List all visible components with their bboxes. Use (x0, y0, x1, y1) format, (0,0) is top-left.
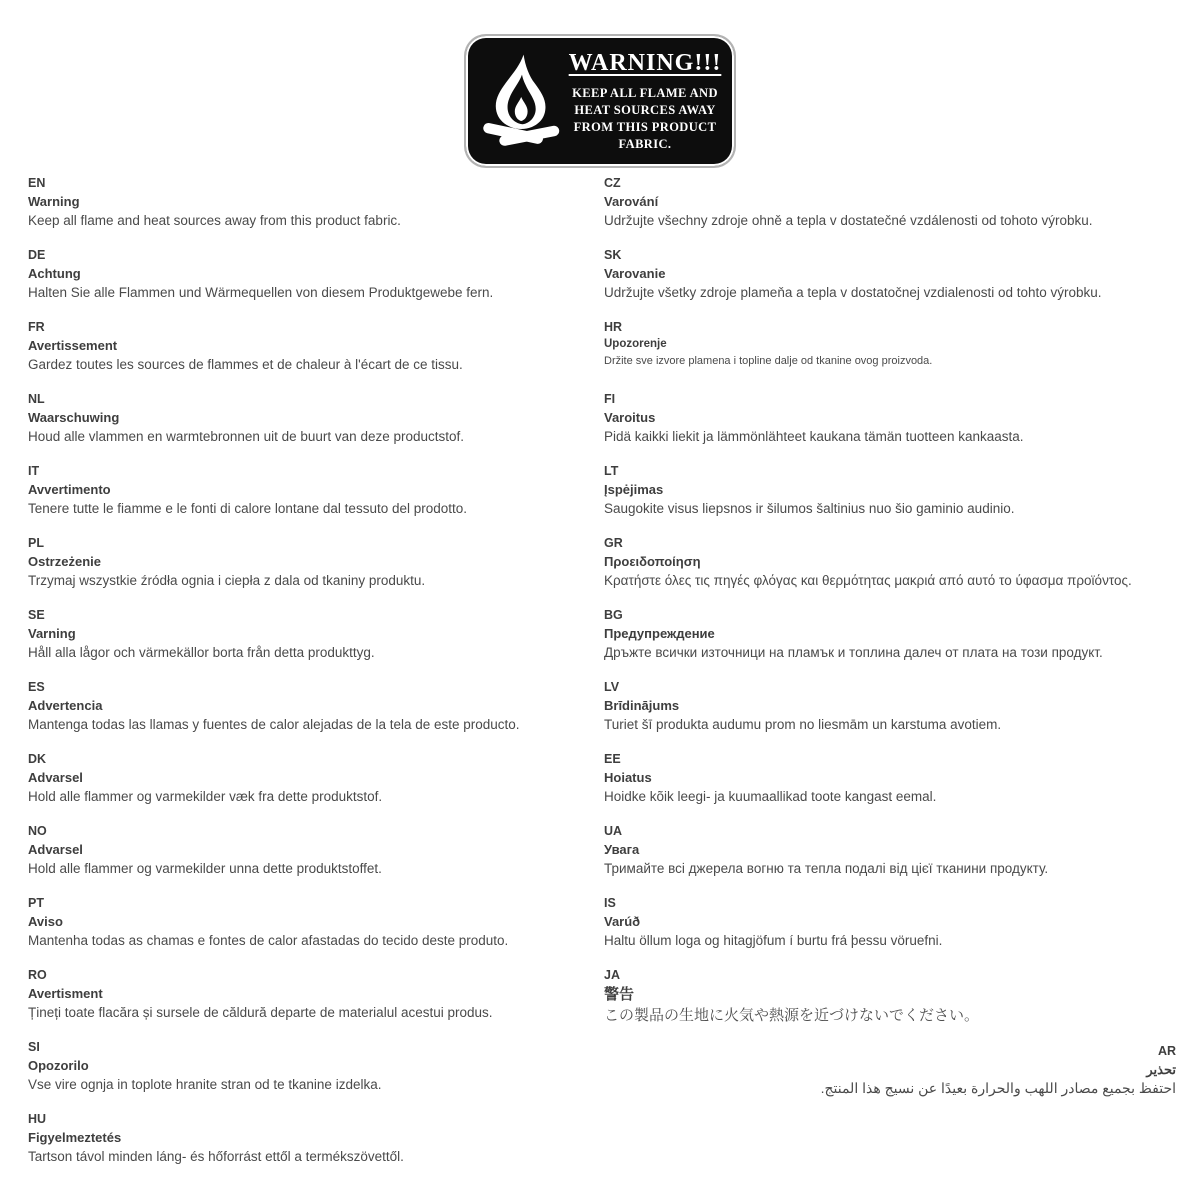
lang-title: Предупреждение (604, 626, 715, 641)
lang-block-nl (28, 390, 573, 462)
lang-title: Увага (604, 842, 640, 857)
lang-text: Tartson távol minden láng- és hőforrást ettől a termékszövettől. (28, 1149, 404, 1164)
lang-code: FR (28, 320, 45, 334)
lang-block-lt (604, 462, 1176, 534)
lang-title: Varování (604, 194, 659, 209)
lang-code: EN (28, 176, 46, 190)
lang-block-ua (604, 822, 1176, 894)
lang-text: Тримайте всі джерела вогню та тепла подалі від цієї тканини продукту. (604, 861, 1049, 876)
lang-block-ja (604, 966, 1176, 1042)
lang-text: Držite sve izvore plamena i topline dalje od tkanine ovog proizvoda. (604, 355, 933, 367)
lang-block-si (28, 1038, 573, 1110)
lang-title: Waarschuwing (28, 410, 120, 425)
lang-text: Vse vire ognja in toplote hranite stran od te tkanine izdelka. (28, 1077, 382, 1092)
lang-code: JA (604, 968, 620, 982)
lang-text: Hold alle flammer og varmekilder unna dette produktstoffet. (28, 861, 382, 876)
lang-title: Upozorenje (604, 338, 667, 350)
lang-block-es (28, 678, 573, 750)
lang-title: Προειδοποίηση (604, 554, 701, 569)
lang-block-bg (604, 606, 1176, 678)
lang-title: Aviso (28, 914, 63, 929)
language-column-right (604, 174, 1176, 1114)
lang-text: Håll alla lågor och värmekällor borta från detta produkttyg. (28, 645, 375, 660)
badge-line: FABRIC. (618, 136, 672, 151)
warning-badge (466, 36, 734, 166)
lang-title: Advarsel (28, 770, 83, 785)
lang-text: Trzymaj wszystkie źródła ognia i ciepła z dala od tkaniny produktu. (28, 573, 426, 588)
lang-text: Saugokite visus liepsnos ir šilumos šaltinius nuo šio gaminio audinio. (604, 501, 1015, 516)
badge-text (566, 50, 724, 153)
lang-text: احتفظ بجميع مصادر اللهب والحرارة بعيدًا عن نسيج هذا المنتج. (820, 1080, 1176, 1096)
lang-text: Дръжте всички източници на пламък и топлина далеч от плата на този продукт. (604, 645, 1103, 660)
campfire-icon (478, 48, 566, 154)
lang-title: 警告 (604, 986, 635, 1003)
lang-block-lv (604, 678, 1176, 750)
lang-block-hr (604, 318, 1176, 390)
lang-title: Varovanie (604, 266, 666, 281)
lang-text: Udržujte všechny zdroje ohně a tepla v dostatečné vzdálenosti od tohoto výrobku. (604, 213, 1093, 228)
lang-code: HU (28, 1112, 47, 1126)
lang-title: Hoiatus (604, 770, 652, 785)
lang-code: AR (1157, 1044, 1176, 1058)
lang-block-gr (604, 534, 1176, 606)
lang-text: Udržujte všetky zdroje plameňa a tepla v dostatočnej vzdialenosti od tohto výrobku. (604, 285, 1102, 300)
lang-title: Avertisment (28, 986, 103, 1001)
lang-block-it (28, 462, 573, 534)
lang-block-se (28, 606, 573, 678)
lang-text: Pidä kaikki liekit ja lämmönlähteet kaukana tämän tuotteen kankaasta. (604, 429, 1024, 444)
lang-code: NL (28, 392, 45, 406)
lang-block-ar (604, 1042, 1176, 1114)
lang-text: Keep all flame and heat sources away from this product fabric. (28, 213, 401, 228)
badge-line: FROM THIS PRODUCT (573, 119, 717, 134)
lang-title: Advarsel (28, 842, 83, 857)
lang-title: Warning (28, 194, 80, 209)
lang-title: Figyelmeztetés (28, 1130, 122, 1145)
lang-block-fr (28, 318, 573, 390)
lang-text: Κρατήστε όλες τις πηγές φλόγας και θερμότητας μακριά από αυτό το ύφασμα προϊόντος. (604, 573, 1132, 588)
lang-text: Halten Sie alle Flammen und Wärmequellen von diesem Produktgewebe fern. (28, 285, 494, 300)
lang-title: Brīdinājums (604, 698, 680, 713)
lang-block-no (28, 822, 573, 894)
lang-title: Įspėjimas (604, 482, 664, 497)
lang-text: この製品の生地に火気や熱源を近づけないでください。 (604, 1007, 980, 1024)
lang-text: Hold alle flammer og varmekilder væk fra dette produktstof. (28, 789, 383, 804)
lang-code: SK (604, 248, 622, 262)
lang-code: GR (604, 536, 623, 550)
lang-code: BG (604, 608, 623, 622)
lang-block-hu (28, 1110, 573, 1182)
lang-code: SI (28, 1040, 40, 1054)
lang-code: HR (604, 320, 623, 334)
lang-title: Avvertimento (28, 482, 111, 497)
lang-code: ES (28, 680, 45, 694)
lang-code: SE (28, 608, 45, 622)
lang-text: Tenere tutte le fiamme e le fonti di calore lontane dal tessuto del prodotto. (28, 501, 468, 516)
badge-line: HEAT SOURCES AWAY (574, 102, 716, 117)
lang-title: Ostrzeżenie (28, 554, 101, 569)
lang-block-de (28, 246, 573, 318)
lang-code: PT (28, 896, 44, 910)
lang-code: PL (28, 536, 44, 550)
lang-block-dk (28, 750, 573, 822)
lang-code: IS (604, 896, 616, 910)
lang-title: Varoitus (604, 410, 656, 425)
lang-code: IT (28, 464, 40, 478)
language-column-left (28, 174, 573, 1182)
lang-text: Haltu öllum loga og hitagjöfum í burtu frá þessu vöruefni. (604, 933, 943, 948)
lang-code: UA (604, 824, 623, 838)
lang-code: DK (28, 752, 47, 766)
lang-code: LV (604, 680, 620, 694)
lang-block-pt (28, 894, 573, 966)
lang-block-ee (604, 750, 1176, 822)
lang-code: NO (28, 824, 47, 838)
lang-code: FI (604, 392, 616, 406)
lang-title: Advertencia (28, 698, 103, 713)
lang-code: LT (604, 464, 619, 478)
lang-block-fi (604, 390, 1176, 462)
lang-text: Mantenha todas as chamas e fontes de calor afastadas do tecido deste produto. (28, 933, 509, 948)
badge-title: WARNING!!! (568, 49, 722, 76)
lang-block-en (28, 174, 573, 246)
lang-text: Țineți toate flacăra și sursele de căldură departe de materialul acestui produs. (28, 1005, 493, 1020)
lang-title: Opozorilo (28, 1058, 89, 1073)
lang-text: Gardez toutes les sources de flammes et de chaleur à l'écart de ce tissu. (28, 357, 463, 372)
lang-title: Achtung (28, 266, 81, 281)
lang-code: RO (28, 968, 47, 982)
lang-code: CZ (604, 176, 621, 190)
lang-text: Mantenga todas las llamas y fuentes de calor alejadas de la tela de este producto. (28, 717, 520, 732)
lang-title: Varning (28, 626, 76, 641)
lang-block-pl (28, 534, 573, 606)
lang-block-cz (604, 174, 1176, 246)
lang-block-sk (604, 246, 1176, 318)
lang-title: تحذير (1146, 1062, 1176, 1077)
lang-block-ro (28, 966, 573, 1038)
lang-title: Avertissement (28, 338, 118, 353)
lang-code: DE (28, 248, 46, 262)
lang-text: Houd alle vlammen en warmtebronnen uit de buurt van deze productstof. (28, 429, 465, 444)
lang-text: Hoidke kõik leegi- ja kuumaallikad toote kangast eemal. (604, 789, 937, 804)
badge-line: KEEP ALL FLAME AND (572, 85, 718, 100)
lang-title: Varúð (604, 914, 641, 929)
lang-block-is (604, 894, 1176, 966)
lang-code: EE (604, 752, 621, 766)
lang-text: Turiet šī produkta audumu prom no liesmām un karstuma avotiem. (604, 717, 1002, 732)
